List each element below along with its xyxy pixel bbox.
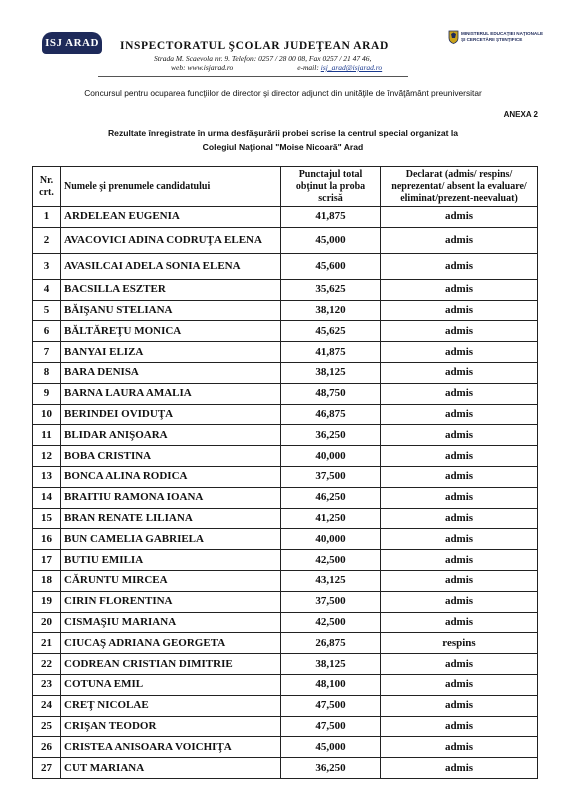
- candidate-name: CIUCAŞ ADRIANA GEORGETA: [61, 633, 281, 654]
- candidate-name: CĂRUNTU MIRCEA: [61, 570, 281, 591]
- candidate-score: 26,875: [281, 633, 381, 654]
- contest-description: Concursul pentru ocuparea funcţiilor de director şi director adjunct din unităţile de învăţământ preuniversitar: [84, 88, 482, 98]
- table-row: [33, 466, 538, 487]
- candidate-status: admis: [381, 508, 538, 529]
- row-number: 13: [33, 466, 61, 487]
- candidate-score: 40,000: [281, 529, 381, 550]
- table-row: [33, 279, 538, 300]
- row-number: 17: [33, 550, 61, 571]
- row-number: 2: [33, 227, 61, 253]
- candidate-score: 38,125: [281, 362, 381, 383]
- candidate-name: BRAITIU RAMONA IOANA: [61, 487, 281, 508]
- coat-of-arms-icon: [448, 30, 459, 44]
- candidate-name: CISMAŞIU MARIANA: [61, 612, 281, 633]
- row-number: 4: [33, 279, 61, 300]
- candidate-status: admis: [381, 695, 538, 716]
- candidate-name: BĂLTĂREŢU MONICA: [61, 321, 281, 342]
- table-row: [33, 253, 538, 279]
- candidate-name: BOBA CRISTINA: [61, 446, 281, 467]
- table-row: [33, 404, 538, 425]
- row-number: 23: [33, 674, 61, 695]
- table-row: [33, 654, 538, 675]
- row-number: 9: [33, 383, 61, 404]
- row-number: 8: [33, 362, 61, 383]
- table-row: [33, 300, 538, 321]
- header-divider: [98, 76, 408, 77]
- table-row: [33, 674, 538, 695]
- candidate-score: 38,125: [281, 654, 381, 675]
- candidate-status: admis: [381, 487, 538, 508]
- candidate-score: 41,875: [281, 207, 381, 228]
- row-number: 27: [33, 758, 61, 779]
- candidate-name: CREŢ NICOLAE: [61, 695, 281, 716]
- row-number: 7: [33, 342, 61, 363]
- table-row: [33, 758, 538, 779]
- candidate-status: admis: [381, 300, 538, 321]
- candidate-status: admis: [381, 529, 538, 550]
- candidate-status: admis: [381, 207, 538, 228]
- candidate-status: admis: [381, 654, 538, 675]
- candidate-name: ARDELEAN EUGENIA: [61, 207, 281, 228]
- candidate-status: admis: [381, 737, 538, 758]
- candidate-name: COTUNA EMIL: [61, 674, 281, 695]
- candidate-score: 45,000: [281, 227, 381, 253]
- row-number: 1: [33, 207, 61, 228]
- ministry-logo: [448, 30, 544, 50]
- candidate-name: CODREAN CRISTIAN DIMITRIE: [61, 654, 281, 675]
- candidate-status: admis: [381, 404, 538, 425]
- candidate-name: BANYAI ELIZA: [61, 342, 281, 363]
- candidate-name: CIRIN FLORENTINA: [61, 591, 281, 612]
- candidate-status: admis: [381, 342, 538, 363]
- institution-contact: [171, 63, 382, 72]
- row-number: 18: [33, 570, 61, 591]
- table-row: [33, 737, 538, 758]
- table-row: [33, 508, 538, 529]
- candidate-name: BUTIU EMILIA: [61, 550, 281, 571]
- table-row: [33, 383, 538, 404]
- row-number: 12: [33, 446, 61, 467]
- candidate-score: 46,250: [281, 487, 381, 508]
- candidate-score: 36,250: [281, 425, 381, 446]
- row-number: 22: [33, 654, 61, 675]
- candidate-score: 40,000: [281, 446, 381, 467]
- candidate-score: 36,250: [281, 758, 381, 779]
- row-number: 16: [33, 529, 61, 550]
- row-number: 6: [33, 321, 61, 342]
- annex-label: ANEXA 2: [503, 110, 538, 119]
- candidate-status: admis: [381, 279, 538, 300]
- row-number: 15: [33, 508, 61, 529]
- table-row: [33, 529, 538, 550]
- candidate-name: BONCA ALINA RODICA: [61, 466, 281, 487]
- candidate-name: BLIDAR ANIŞOARA: [61, 425, 281, 446]
- candidate-name: AVASILCAI ADELA SONIA ELENA: [61, 253, 281, 279]
- letterhead: [0, 0, 566, 74]
- candidate-name: AVACOVICI ADINA CODRUŢA ELENA: [61, 227, 281, 253]
- candidate-score: 35,625: [281, 279, 381, 300]
- candidate-score: 41,875: [281, 342, 381, 363]
- candidate-status: admis: [381, 227, 538, 253]
- table-row: [33, 612, 538, 633]
- candidate-score: 47,500: [281, 716, 381, 737]
- table-row: [33, 487, 538, 508]
- table-row: [33, 550, 538, 571]
- row-number: 20: [33, 612, 61, 633]
- institution-name: INSPECTORATUL ŞCOLAR JUDEŢEAN ARAD: [120, 40, 389, 52]
- header-name: Numele şi prenumele candidatului: [61, 167, 281, 207]
- candidate-status: admis: [381, 674, 538, 695]
- candidate-status: admis: [381, 612, 538, 633]
- candidate-name: CUT MARIANA: [61, 758, 281, 779]
- candidate-status: admis: [381, 758, 538, 779]
- candidate-status: admis: [381, 383, 538, 404]
- results-title: Rezultate înregistrate în urma desfăşurării probei scrise la centrul special organizat la Colegiul Naţional "Moise Nicoară" Arad: [107, 128, 459, 152]
- row-number: 26: [33, 737, 61, 758]
- row-number: 5: [33, 300, 61, 321]
- candidate-name: BĂIŞANU STELIANA: [61, 300, 281, 321]
- candidate-name: BRAN RENATE LILIANA: [61, 508, 281, 529]
- ministry-name: MINISTERUL EDUCAŢIEI NAŢIONALE ŞI CERCETĂRII ŞTIINŢIFICE: [461, 31, 544, 42]
- candidate-score: 42,500: [281, 612, 381, 633]
- candidate-score: 41,250: [281, 508, 381, 529]
- table-row: [33, 342, 538, 363]
- table-row: [33, 446, 538, 467]
- candidate-status: respins: [381, 633, 538, 654]
- row-number: 14: [33, 487, 61, 508]
- candidate-score: 43,125: [281, 570, 381, 591]
- table-row: [33, 362, 538, 383]
- candidate-status: admis: [381, 591, 538, 612]
- row-number: 11: [33, 425, 61, 446]
- row-number: 21: [33, 633, 61, 654]
- candidate-score: 47,500: [281, 695, 381, 716]
- candidate-status: admis: [381, 425, 538, 446]
- table-row: [33, 591, 538, 612]
- header-score: Punctajul total obţinut la proba scrisă: [281, 167, 381, 207]
- table-row: [33, 207, 538, 228]
- candidate-score: 37,500: [281, 466, 381, 487]
- candidate-score: 37,500: [281, 591, 381, 612]
- table-row: [33, 695, 538, 716]
- candidate-score: 48,100: [281, 674, 381, 695]
- candidate-status: admis: [381, 362, 538, 383]
- table-body: [33, 207, 538, 779]
- header-status: Declarat (admis/ respins/ neprezentat/ absent la evaluare/ eliminat/prezent-neevaluat): [381, 167, 538, 207]
- candidate-status: admis: [381, 550, 538, 571]
- candidate-name: BARNA LAURA AMALIA: [61, 383, 281, 404]
- candidate-status: admis: [381, 466, 538, 487]
- row-number: 25: [33, 716, 61, 737]
- table-header-row: [33, 167, 538, 207]
- table-row: [33, 570, 538, 591]
- candidate-score: 45,625: [281, 321, 381, 342]
- candidate-score: 46,875: [281, 404, 381, 425]
- candidate-name: BARA DENISA: [61, 362, 281, 383]
- candidate-status: admis: [381, 321, 538, 342]
- candidate-score: 45,600: [281, 253, 381, 279]
- candidate-status: admis: [381, 446, 538, 467]
- candidate-name: BERINDEI OVIDUŢA: [61, 404, 281, 425]
- candidate-status: admis: [381, 253, 538, 279]
- email-link[interactable]: isj_arad@isjarad.ro: [320, 63, 383, 72]
- isj-arad-logo: ISJ ARAD: [42, 32, 102, 54]
- candidate-score: 42,500: [281, 550, 381, 571]
- table-row: [33, 716, 538, 737]
- candidate-name: BACSILLA ESZTER: [61, 279, 281, 300]
- table-row: [33, 321, 538, 342]
- candidate-score: 38,120: [281, 300, 381, 321]
- row-number: 19: [33, 591, 61, 612]
- results-table: [32, 166, 538, 779]
- email-label: e-mail:: [297, 63, 319, 72]
- row-number: 10: [33, 404, 61, 425]
- candidate-name: CRIŞAN TEODOR: [61, 716, 281, 737]
- table-row: [33, 227, 538, 253]
- table-row: [33, 633, 538, 654]
- web-address[interactable]: web: www.isjarad.ro: [171, 63, 234, 72]
- candidate-status: admis: [381, 716, 538, 737]
- header-nr: Nr. crt.: [33, 167, 61, 207]
- institution-address: Strada M. Scaevola nr. 9. Telefon: 0257 / 28 00 08, Fax 0257 / 21 47 46,: [154, 54, 372, 63]
- table-row: [33, 425, 538, 446]
- candidate-name: BUN CAMELIA GABRIELA: [61, 529, 281, 550]
- candidate-score: 48,750: [281, 383, 381, 404]
- row-number: 3: [33, 253, 61, 279]
- candidate-status: admis: [381, 570, 538, 591]
- row-number: 24: [33, 695, 61, 716]
- candidate-name: CRISTEA ANISOARA VOICHIŢA: [61, 737, 281, 758]
- candidate-score: 45,000: [281, 737, 381, 758]
